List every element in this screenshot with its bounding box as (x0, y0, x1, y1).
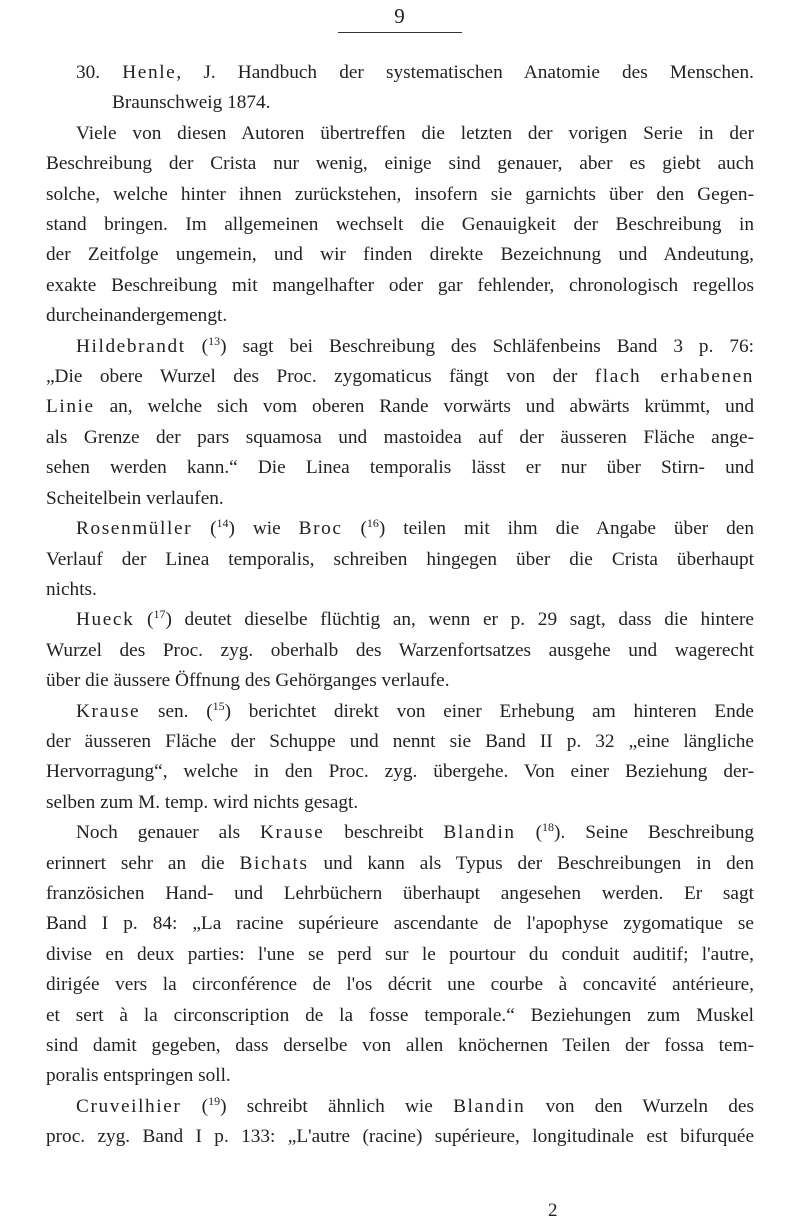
p3-line-2: Verlauf der Linea temporalis, schreiben hingegen über die Crista überhaupt (46, 548, 754, 570)
entry-title: Handbuch der systematischen Anatomie des Menschen. (215, 62, 754, 83)
p6-line-4: Band I p. 84: „La racine supérieure ascendante de l'apophyse zygomatique se (46, 913, 754, 935)
page-number: 9 (394, 4, 406, 28)
ref-14: 14 (216, 516, 229, 531)
p7-text-b: von den Wurzeln des (545, 1095, 754, 1117)
p2-line-2 (46, 362, 754, 392)
p6-line-1: Noch genauer als Krause beschreibt Blandin ($^{18}$). Seine Beschreibung (76, 820, 755, 844)
ref-17: 17 (153, 607, 166, 622)
krause-sen: sen. (157, 700, 189, 722)
p2-emphasis-1: flach erhabenen (594, 366, 754, 388)
author-hueck: Hueck (76, 609, 135, 631)
p3-line-3: nichts. (46, 578, 97, 600)
p2-line-1: Hildebrandt ($^{13}$) sagt bei Beschreibung des Schläfenbeins Band 3 p. 76: (76, 333, 754, 357)
bibliography-entry (46, 58, 754, 88)
p6-line-8: sind damit gegeben, dass derselbe von allen knöchernen Teilen der fossa tem- (46, 1035, 754, 1056)
p2-line-1-text: sagt bei Beschreibung des Schläfenbeins Band 3 p. 76: (242, 335, 754, 357)
p7-line-2: proc. zyg. Band I p. 133: „L'autre (racine) supérieure, longitudinale est bifurquée (46, 1126, 754, 1148)
author-hildebrandt: Hildebrandt (76, 335, 186, 357)
signature-mark: 2 (548, 1200, 558, 1221)
p2-line-5: sehen werden kann.“ Die Linea temporalis lässt er nur über Stirn- und (46, 457, 754, 479)
p4-line-1: Hueck ($^{17}$) deutet dieselbe flüchtig an, wenn er p. 29 sagt, dass die hintere (76, 607, 754, 631)
entry-number: 30. (76, 62, 101, 83)
p6-line-5: divise en deux parties: l'une se perd sur le pourtour du conduit auditif; l'autre, (46, 943, 754, 965)
author-rosenmueller: Rosenmüller (76, 518, 193, 540)
p6-line-7: et sert à la circonscription de la fosse temporale.“ Beziehungen zum Muskel (46, 1004, 754, 1026)
p6-line-3: französichen Hand- und Lehrbüchern überhaupt angesehen werden. Er sagt (46, 882, 754, 904)
p2-line-3 (46, 392, 754, 422)
p6-line-9: poralis entspringen soll. (46, 1065, 231, 1087)
author-bichats: Bichats (239, 852, 309, 874)
p2-emphasis-2: Linie (46, 396, 95, 418)
ref-16: 16 (366, 516, 379, 531)
p6-line-6: dirigée vers la circonférence de l'os décrit une courbe à concavité antérieure, (46, 974, 754, 996)
p1-line-6: exakte Beschreibung mit mangelhafter oder gar fehlender, chronologisch regellos (46, 274, 754, 296)
p1-line-7: durcheinandergemengt. (46, 305, 228, 327)
p3-word-wie: wie (252, 518, 281, 540)
p5-line-3: Hervorragung“, welche in den Proc. zyg. übergehe. Von einer Beziehung der- (46, 761, 754, 783)
p2-line-3-text: an, welche sich vom oberen Rande vorwärts und abwärts krümmt, und (109, 396, 754, 418)
text-body (46, 58, 754, 1153)
ref-19: 19 (208, 1093, 221, 1108)
p6-line-2 (46, 849, 754, 879)
page-number-rule (338, 32, 462, 33)
entry-initial: , J. (176, 62, 216, 83)
p1-line-1: Viele von diesen Autoren übertreffen die letzten der vorigen Serie in der (76, 122, 754, 144)
p6-text-a: Noch genauer als (76, 822, 241, 844)
author-broc: Broc (298, 518, 343, 540)
author-cruveilhier: Cruveilhier (76, 1095, 182, 1117)
author-blandin-2: Blandin (453, 1095, 526, 1117)
author-krause: Krause (76, 700, 141, 722)
p6-text-b: beschreibt (344, 822, 424, 844)
p1-line-2: Beschreibung der Crista nur wenig, einige sind genauer, aber es giebt auch (46, 153, 754, 175)
author-blandin: Blandin (443, 822, 516, 844)
p5-line-2: der äusseren Fläche der Schuppe und nennt sie Band II p. 32 „eine längliche (46, 730, 754, 752)
p1-line-5: der Zeitfolge ungemein, und wir finden direkte Bezeichnung und Andeutung, (46, 244, 754, 266)
p7-text-a: schreibt ähnlich wie (246, 1095, 433, 1117)
p3-line-1: Rosenmüller ($^{14}$) wie Broc ($^{16}$) teilen mit ihm die Angabe über den (76, 516, 754, 540)
ref-18: 18 (542, 820, 555, 835)
author-krause-2: Krause (260, 822, 325, 844)
p5-line-4: selben zum M. temp. wird nichts gesagt. (46, 791, 359, 813)
p4-line-2: Wurzel des Proc. zyg. oberhalb des Warzenfortsatzes ausgehe und wagerecht (46, 639, 754, 661)
p6-line-2-a: erinnert sehr an die (46, 852, 225, 874)
ref-15: 15 (212, 698, 225, 713)
p2-line-4: als Grenze der pars squamosa und mastoidea auf der äusseren Fläche ange- (46, 426, 754, 448)
p7-line-1: Cruveilhier ($^{19}$) schreibt ähnlich wie Blandin von den Wurzeln des (76, 1093, 754, 1117)
p2-line-6: Scheitelbein verlaufen. (46, 487, 224, 509)
entry-place: Braunschweig 1874. (112, 92, 271, 114)
p4-line-3: über die äussere Öffnung des Gehörganges verlaufe. (46, 670, 450, 692)
p2-line-2-text: „Die obere Wurzel des Proc. zygomaticus fängt von der (46, 366, 578, 388)
p4-line-1-text: deutet dieselbe flüchtig an, wenn er p. 29 sagt, dass die hintere (184, 609, 754, 631)
entry-author: Henle (122, 62, 177, 83)
p6-text-c: Seine Beschreibung (585, 822, 755, 844)
p1-line-3: solche, welche hinter ihnen zurückstehen, insofern sie garnichts über den Gegen- (46, 183, 754, 205)
p6-line-2-b: und kann als Typus der Beschreibungen in den (323, 852, 755, 874)
p5-line-1-text: berichtet direkt von einer Erhebung am hinteren Ende (248, 700, 754, 722)
ref-13: 13 (208, 333, 221, 348)
p1-line-4: stand bringen. Im allgemeinen wechselt die Genauigkeit der Beschreibung in (46, 214, 754, 236)
p3-line-1-text: teilen mit ihm die Angabe über den (403, 518, 754, 540)
p5-line-1: Krause sen. ($^{15}$) berichtet direkt von einer Erhebung am hinteren Ende (76, 698, 754, 722)
